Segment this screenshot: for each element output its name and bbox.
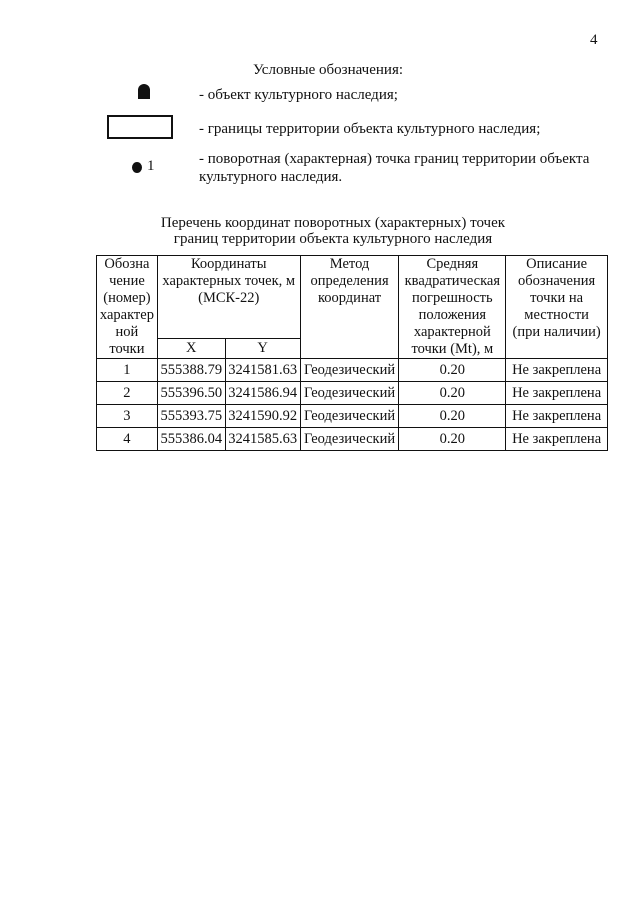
cell-x: 555396.50 xyxy=(157,382,225,405)
header-error: Средняя квадратическая погрешность положения характерной точки (Mt), м xyxy=(399,256,506,359)
header-y: Y xyxy=(225,339,300,359)
header-method: Метод определения координат xyxy=(300,256,399,359)
cell-desc: Не закреплена xyxy=(506,405,608,428)
legend-title: Условные обозначения: xyxy=(252,62,404,78)
turning-point-sample-number: 1 xyxy=(147,158,155,174)
territory-border-icon xyxy=(107,115,173,139)
cell-desc: Не закреплена xyxy=(506,382,608,405)
cell-x: 555388.79 xyxy=(157,359,225,382)
cell-mt: 0.20 xyxy=(399,428,506,451)
header-x: X xyxy=(157,339,225,359)
table-title-line1: Перечень координат поворотных (характерных) точек xyxy=(160,215,506,231)
table-row xyxy=(97,405,608,428)
cell-num: 3 xyxy=(97,405,158,428)
legend-territory-border-text: - границы территории объекта культурного наследия; xyxy=(199,121,541,137)
cell-num: 4 xyxy=(97,428,158,451)
table-row xyxy=(97,382,608,405)
cell-x: 555386.04 xyxy=(157,428,225,451)
cell-desc: Не закреплена xyxy=(506,359,608,382)
table-row xyxy=(97,428,608,451)
cell-num: 2 xyxy=(97,382,158,405)
legend-heritage-object-text: - объект культурного наследия; xyxy=(199,87,398,103)
cell-method: Геодезический xyxy=(300,382,399,405)
page-number: 4 xyxy=(590,32,598,48)
cell-x: 555393.75 xyxy=(157,405,225,428)
header-description: Описание обозначения точки на местности (при наличии) xyxy=(506,256,608,359)
cell-y: 3241586.94 xyxy=(225,382,300,405)
table-title-line2: границ территории объекта культурного наследия xyxy=(173,231,493,247)
header-coordinates: Координаты характерных точек, м (МСК-22) xyxy=(157,256,300,339)
cell-desc: Не закреплена xyxy=(506,428,608,451)
cell-y: 3241585.63 xyxy=(225,428,300,451)
cell-y: 3241590.92 xyxy=(225,405,300,428)
cell-num: 1 xyxy=(97,359,158,382)
table-row xyxy=(97,359,608,382)
legend-turning-point-line2: культурного наследия. xyxy=(199,169,343,185)
cell-mt: 0.20 xyxy=(399,359,506,382)
turning-point-icon xyxy=(132,162,142,173)
table-title xyxy=(0,215,640,247)
heritage-object-icon xyxy=(138,84,150,99)
legend-turning-point-line1: - поворотная (характерная) точка границ территории объекта xyxy=(199,151,590,167)
cell-method: Геодезический xyxy=(300,359,399,382)
cell-mt: 0.20 xyxy=(399,405,506,428)
header-designation: Обозна чение (номер) характер ной точки xyxy=(97,256,158,359)
legend-turning-point-text xyxy=(199,150,589,186)
cell-y: 3241581.63 xyxy=(225,359,300,382)
cell-method: Геодезический xyxy=(300,428,399,451)
coordinates-table xyxy=(96,255,608,451)
cell-mt: 0.20 xyxy=(399,382,506,405)
cell-method: Геодезический xyxy=(300,405,399,428)
